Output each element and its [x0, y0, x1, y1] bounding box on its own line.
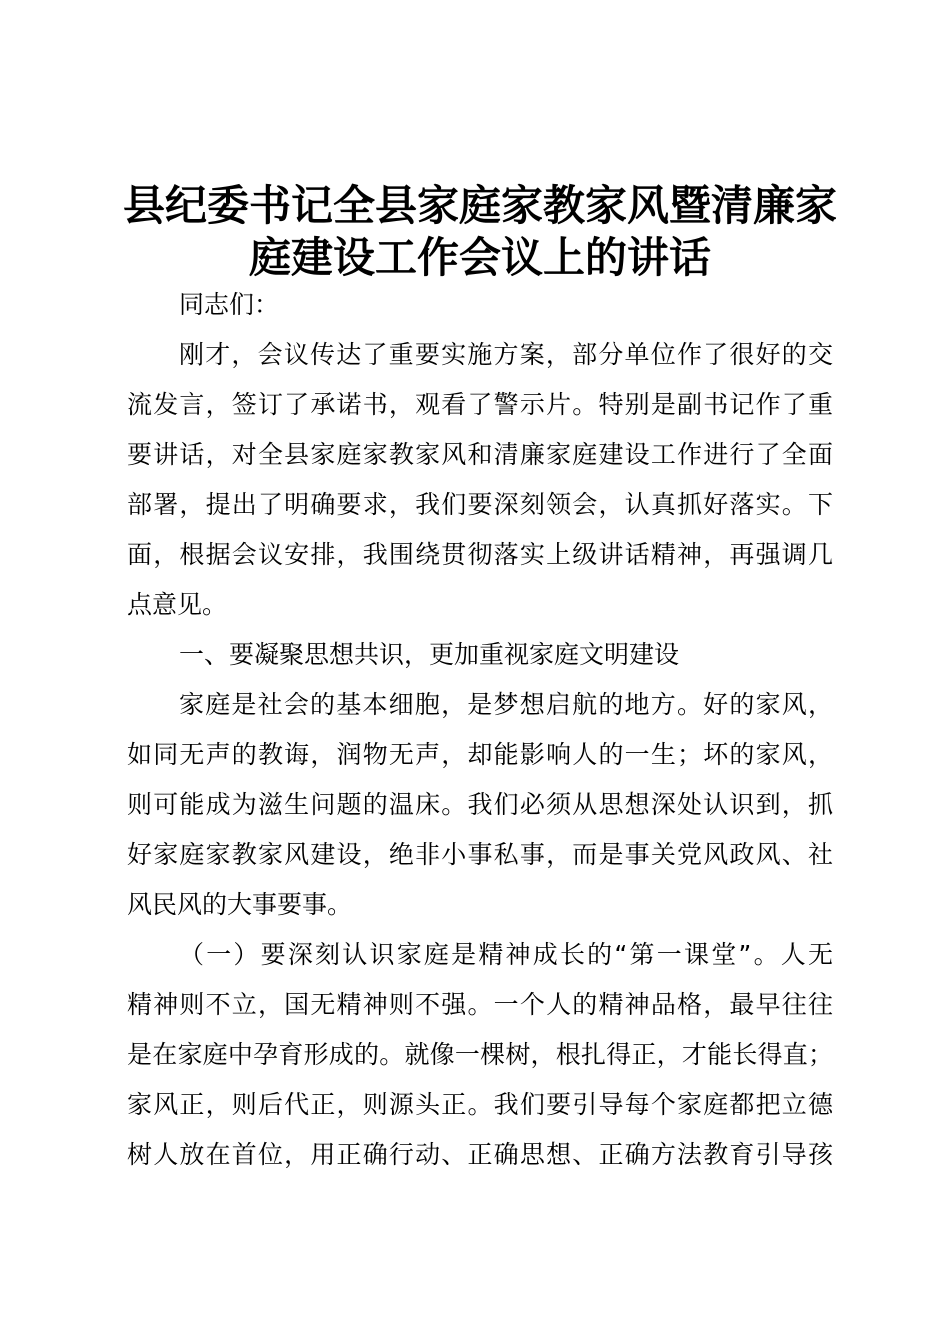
paragraph-line: 面，根据会议安排，我围绕贯彻落实上级讲话精神，再强调几: [127, 540, 833, 569]
document-title: [120, 180, 840, 284]
paragraph-line: 要讲话，对全县家庭家教家风和清廉家庭建设工作进行了全面: [127, 440, 833, 469]
paragraph: [127, 680, 833, 930]
title-line: 县纪委书记全县家庭家教家风暨清廉家: [122, 181, 837, 230]
paragraph-line: 风民风的大事要事。: [127, 890, 353, 919]
paragraph-line: 部署，提出了明确要求，我们要深刻领会，认真抓好落实。下: [127, 490, 833, 519]
paragraph: [127, 930, 833, 1180]
paragraph-line: 树人放在首位，用正确行动、正确思想、正确方法教育引导孩: [127, 1140, 833, 1169]
paragraph-line: 家风正，则后代正，则源头正。我们要引导每个家庭都把立德: [127, 1090, 833, 1119]
title-line: 庭建设工作会议上的讲话: [248, 233, 711, 282]
paragraph-line: 好家庭家教家风建设，绝非小事私事，而是事关党风政风、社: [127, 840, 833, 869]
paragraph-line: （一）要深刻认识家庭是精神成长的“第一课堂”。人无: [179, 940, 833, 969]
paragraph-line: 如同无声的教诲，润物无声，却能影响人的一生；坏的家风，: [127, 740, 833, 769]
paragraph-line: 刚才，会议传达了重要实施方案，部分单位作了很好的交: [179, 340, 833, 369]
paragraph-line: 则可能成为滋生问题的温床。我们必须从思想深处认识到，抓: [127, 790, 833, 819]
document-body: [127, 280, 833, 1180]
paragraph-line: 家庭是社会的基本细胞，是梦想启航的地方。好的家风，: [179, 690, 833, 719]
section-heading: 一、要凝聚思想共识，更加重视家庭文明建设: [179, 640, 680, 669]
paragraph-line: 点意见。: [127, 590, 228, 619]
paragraph: [127, 330, 833, 630]
paragraph-line: 是在家庭中孕育形成的。就像一棵树，根扎得正，才能长得直；: [127, 1040, 833, 1069]
paragraph-line: 精神则不立，国无精神则不强。一个人的精神品格，最早往往: [127, 990, 833, 1019]
greeting: 同志们：: [179, 290, 280, 319]
paragraph-line: 流发言，签订了承诺书，观看了警示片。特别是副书记作了重: [127, 390, 833, 419]
